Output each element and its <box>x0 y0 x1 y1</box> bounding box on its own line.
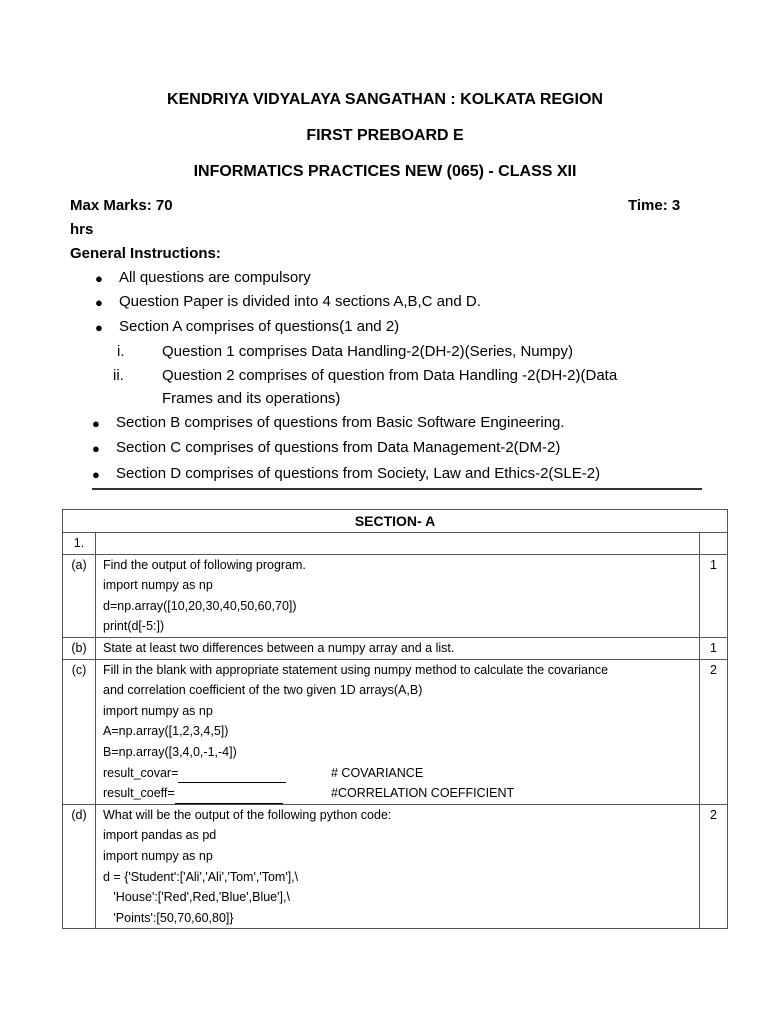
instruction-item: Question Paper is divided into 4 sections A,B,C and D. <box>119 293 481 310</box>
section-title: SECTION- A <box>63 510 728 533</box>
marks: 2 <box>700 659 728 804</box>
instruction-subitem: Question 1 comprises Data Handling-2(DH-2)(Series, Numpy) <box>162 343 573 360</box>
question-line: Fill in the blank with appropriate statement using numpy method to calculate the covariance <box>103 662 609 677</box>
answer-blank <box>175 790 283 804</box>
instruction-item: Section C comprises of questions from Data Management-2(DM-2) <box>116 439 561 456</box>
code-line: import numpy as np <box>103 578 213 593</box>
question-part-label: (a) <box>63 554 96 637</box>
marks: 1 <box>700 554 728 637</box>
instructions-title: General Instructions: <box>70 245 221 262</box>
code-line: import numpy as np <box>103 703 213 718</box>
question-line: What will be the output of the following python code: <box>103 807 392 822</box>
bullet-icon: ● <box>92 416 100 431</box>
question-1d-row <box>63 804 728 929</box>
question-line: Find the output of following program. <box>103 557 306 572</box>
instruction-item: All questions are compulsory <box>119 269 311 286</box>
code-line: B=np.array([3,4,0,-1,-4]) <box>103 744 237 759</box>
question-line: State at least two differences between a numpy array and a list. <box>103 640 455 655</box>
question-part-label: (b) <box>63 637 96 659</box>
question-1-row <box>63 533 728 555</box>
question-part-label: (c) <box>63 659 96 804</box>
exam-title: FIRST PREBOARD E <box>306 127 464 144</box>
answer-blank <box>178 769 286 783</box>
question-1d-text <box>96 804 700 929</box>
code-line: d=np.array([10,20,30,40,50,60,70]) <box>103 598 297 613</box>
code-line: d = {'Student':['Ali','Ali','Tom','Tom'],\ <box>103 869 299 884</box>
question-1b-row <box>63 637 728 659</box>
question-line: and correlation coefficient of the two given 1D arrays(A,B) <box>103 683 423 698</box>
roman-numeral: i. <box>117 343 125 360</box>
instruction-item: Section D comprises of questions from Society, Law and Ethics-2(SLE-2) <box>116 465 601 482</box>
org-title: KENDRIYA VIDYALAYA SANGATHAN : KOLKATA REGION <box>167 91 603 108</box>
marks: 2 <box>700 804 728 929</box>
code-line: A=np.array([1,2,3,4,5]) <box>103 724 229 739</box>
code-line: print(d[-5:]) <box>103 619 165 634</box>
code-line: import numpy as np <box>103 848 213 863</box>
section-a-table <box>62 509 728 929</box>
question-1a-text <box>96 554 700 637</box>
code-line: 'House':['Red',Red,'Blue',Blue'],\ <box>103 890 290 905</box>
code-text: result_coeff= <box>103 786 175 801</box>
marks: 1 <box>700 637 728 659</box>
section-title-row <box>63 510 728 533</box>
bullet-icon: ● <box>92 441 100 456</box>
bullet-icon: ● <box>92 467 100 482</box>
fill-blank-line <box>103 783 699 804</box>
question-number: 1. <box>63 533 96 555</box>
instruction-subitem-cont: Frames and its operations) <box>162 390 341 407</box>
max-marks: Max Marks: 70 <box>70 197 173 214</box>
question-1b-text <box>96 637 700 659</box>
bullet-icon: ● <box>95 295 103 310</box>
question-1a-row <box>63 554 728 637</box>
time-unit: hrs <box>70 221 94 238</box>
instruction-item: Section B comprises of questions from Basic Software Engineering. <box>116 414 565 431</box>
question-part-label: (d) <box>63 804 96 929</box>
roman-numeral: ii. <box>113 367 124 384</box>
code-line: 'Points':[50,70,60,80]} <box>103 910 234 925</box>
bullet-icon: ● <box>95 320 103 335</box>
time-allowed: Time: 3 <box>628 197 681 214</box>
code-comment: #CORRELATION COEFFICIENT <box>331 786 515 801</box>
instruction-item: Section A comprises of questions(1 and 2) <box>119 318 400 335</box>
code-line: import pandas as pd <box>103 828 217 843</box>
question-1c-row <box>63 659 728 804</box>
divider-rule <box>92 488 702 490</box>
code-comment: # COVARIANCE <box>331 765 424 780</box>
question-1c-text <box>96 659 700 804</box>
fill-blank-line <box>103 763 699 784</box>
instruction-subitem: Question 2 comprises of question from Data Handling -2(DH-2)(Data <box>162 367 618 384</box>
bullet-icon: ● <box>95 271 103 286</box>
subject-title: INFORMATICS PRACTICES NEW (065) - CLASS XII <box>193 163 577 180</box>
code-text: result_covar= <box>103 765 179 780</box>
